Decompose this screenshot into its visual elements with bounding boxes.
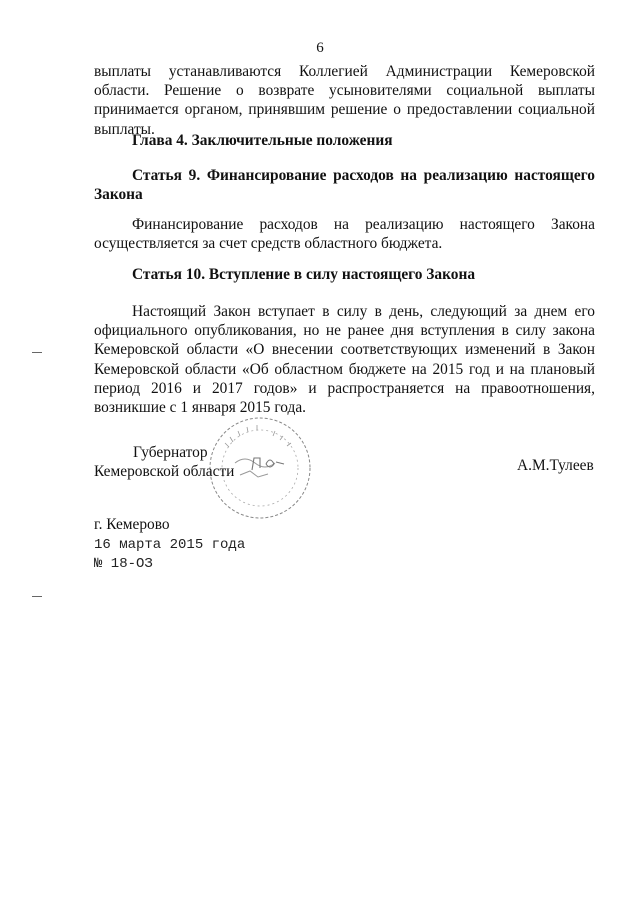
article-9-heading: Статья 9. Финансирование расходов на реализацию настоящего Закона [94, 167, 595, 204]
article-9-text: Финансирование расходов на реализацию настоящего Закона осуществляется за счет средств областного бюджета. [94, 216, 595, 253]
page-number: 6 [316, 40, 324, 56]
margin-mark [32, 596, 42, 597]
signature-title-line-2: Кемеровской области [94, 463, 235, 480]
chapter-heading: Глава 4. Заключительные положения [132, 132, 393, 149]
article-10-text: Настоящий Закон вступает в силу в день, следующий за днем его официального опубликования, но не ранее дня вступления в силу закона Кемеровской области «О внесении соответствующих изменений в Закон Кемеровской области «Об областном бюджете на 2015 год и на плановый период 2016 и 2017 годов» и распространяется на правоотношения, возникшие с 1 января 2015 года. [94, 303, 595, 417]
handwritten-signature [248, 452, 288, 474]
article-10-heading: Статья 10. Вступление в силу настоящего Закона [132, 266, 476, 283]
law-number: № 18-ОЗ [94, 556, 153, 572]
signatory-name: А.М.Тулеев [517, 457, 594, 474]
city-label: г. Кемерово [94, 516, 170, 533]
paragraph-continuation: выплаты устанавливаются Коллегией Администрации Кемеровской области. Решение о возврате усыновителями социальной выплаты принимается органом, принявшим решение о предоставлении социальной выплаты. [94, 63, 595, 138]
margin-mark [32, 352, 42, 353]
signature-title-line-1: Губернатор [133, 444, 208, 461]
law-date: 16 марта 2015 года [94, 537, 246, 553]
